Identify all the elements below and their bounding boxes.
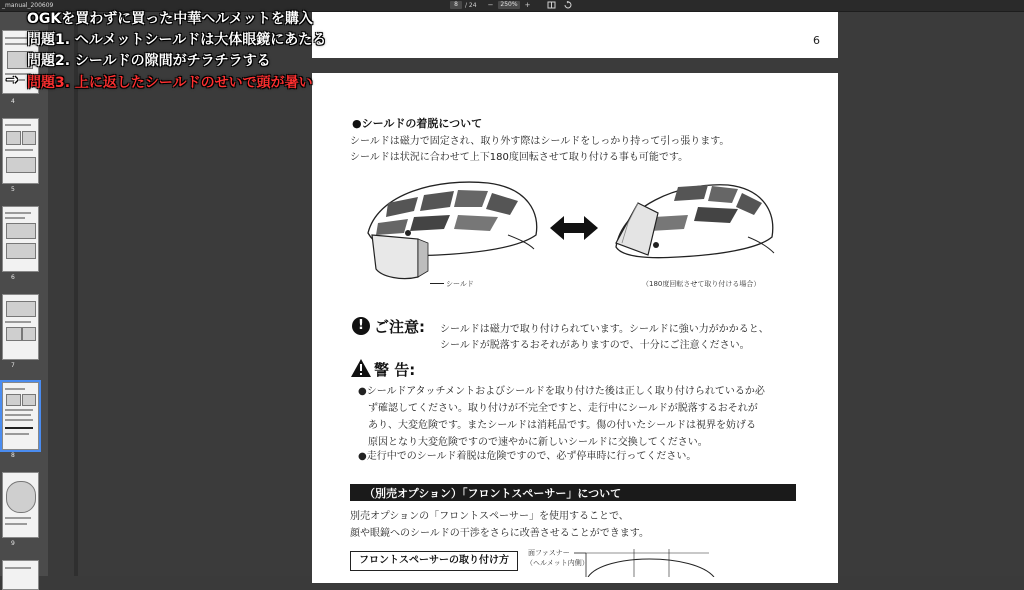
warning-text-line: あり、大変危険です。またシールドは消耗品です。傷の付いたシールドは視界を妨げる (368, 420, 756, 431)
shield-text-line: シールドは状況に合わせて上下180度回転させて取り付ける事も可能です。 (350, 152, 689, 163)
annotation-line-highlight: 問題3. 上に返したシールドのせいで頭が暑い (27, 75, 313, 91)
zoom-out-button[interactable]: − (487, 1, 494, 9)
fastener-sublabel: （ヘルメット内側） (526, 559, 589, 567)
shield-label: シールド (446, 280, 474, 288)
caution-title: ご注意: (374, 318, 425, 336)
warning-title: 警 告: (374, 361, 416, 379)
front-spacer-diagram (574, 549, 724, 577)
helmet-rotated-shield-illustration (608, 177, 778, 273)
warning-text-line: ●シールドアタッチメントおよびシールドを取り付けた後は正しく取り付けられているか必 (358, 386, 765, 397)
double-arrow-icon (548, 213, 600, 243)
annotation-line: 問題1. ヘルメットシールドは大体眼鏡にあたる (27, 32, 327, 48)
thumbnail-sidebar (0, 12, 48, 576)
exclamation-icon: ! (352, 317, 370, 335)
rotated-caption: （180度回転させて取り付ける場合） (642, 280, 761, 288)
page-thumbnail[interactable] (2, 294, 39, 360)
thumbnail-page-number: 9 (11, 540, 15, 547)
page-thumbnail[interactable] (2, 118, 39, 184)
document-title: _manual_200609 (2, 2, 54, 9)
section-header-bar (350, 484, 796, 501)
annotation-line: OGKを買わずに買った中華ヘルメットを購入 (27, 11, 313, 27)
section-text-line: 別売オプションの「フロントスペーサー」を使用することで、 (350, 511, 629, 522)
fit-page-icon[interactable] (547, 1, 556, 9)
zoom-in-button[interactable]: + (524, 1, 531, 9)
warning-text-line: ●走行中でのシールド着脱は危険ですので、必ず停車時に行ってください。 (358, 451, 697, 462)
warning-text-line: 原因となり大変危険ですので速やかに新しいシールドに交換してください。 (368, 437, 708, 448)
page-thumbnail[interactable] (2, 206, 39, 272)
page-thumbnail-selected[interactable] (2, 382, 39, 450)
helmet-with-shield-illustration (358, 173, 544, 283)
warning-triangle-icon (350, 358, 372, 378)
thumbnail-page-number: 7 (11, 362, 15, 369)
thumbnail-page-number: 8 (11, 452, 15, 459)
rotate-icon[interactable] (563, 1, 572, 9)
annotation-arrow: → (6, 72, 18, 88)
annotation-line: 問題2. シールドの隙間がチラチラする (27, 53, 271, 69)
shield-text-line: シールドは磁力で固定され、取り外す際はシールドをしっかり持って引っ張ります。 (350, 136, 730, 147)
shield-callout-line (430, 283, 444, 284)
page-thumbnail[interactable] (2, 472, 39, 538)
thumbnail-page-number: 4 (11, 98, 15, 105)
page-number-label: 6 (813, 34, 820, 47)
fastener-label: 面ファスナー (528, 549, 570, 557)
thumbnail-page-number: 6 (11, 274, 15, 281)
section-title: （別売オプション）「フロントスペーサー」について (364, 487, 622, 500)
previous-page (312, 12, 838, 58)
section-text-line: 顔や眼鏡へのシールドの干渉をさらに改善させることができます。 (350, 528, 649, 539)
warning-text-line: ず確認してください。取り付けが不完全ですと、走行中にシールドが脱落するおそれが (368, 403, 758, 414)
current-page (312, 73, 838, 583)
installation-box-title: フロントスペーサーの取り付け方 (350, 551, 518, 571)
caution-text-line: シールドは磁力で取り付けられています。シールドに強い力がかかると、 (440, 324, 769, 335)
page-thumbnail[interactable] (2, 560, 39, 590)
thumbnail-page-number: 5 (11, 186, 15, 193)
caution-text-line: シールドが脱落するおそれがありますので、十分にご注意ください。 (440, 340, 750, 351)
shield-heading: ●シールドの着脱について (352, 117, 483, 130)
page-number-input[interactable]: 8 (450, 1, 462, 9)
zoom-level-input[interactable]: 250% (498, 1, 520, 9)
page-total: / 24 (465, 2, 477, 9)
